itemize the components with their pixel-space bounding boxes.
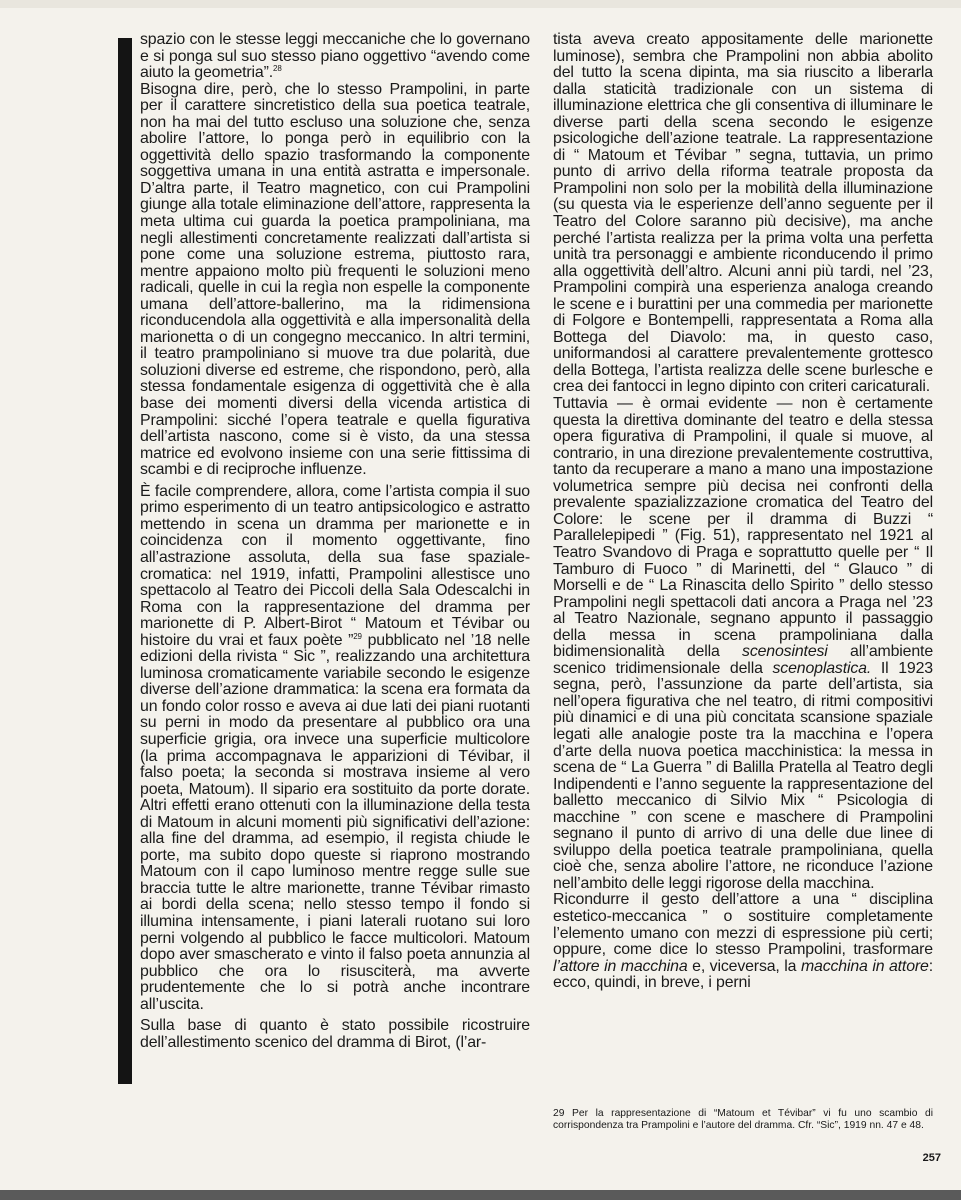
footnote-ref: 28 xyxy=(273,64,282,74)
page-bottom-edge xyxy=(0,1190,961,1200)
emphasis: scenoplastica. xyxy=(772,659,872,677)
footnote-number: 29 xyxy=(553,1108,565,1119)
page-top-edge xyxy=(0,0,961,8)
paragraph: tista aveva creato appositamente delle marionette luminose), sembra che Prampolini non abbia abolito del tutto la scena dipinta, ma sia riuscito a liberarla dalla staticità tradizionale con un sistema di illuminazione elettrica che gli consentiva di illuminare le diverse parti della scena secondo le esigenze psicologiche dell’azione teatrale. La rappresentazione di “ Matoum et Tévibar ” segna, tuttavia, un primo punto di arrivo della riforma teatrale proposta da Prampolini non solo per la mobilità della illuminazione (su questa via le esperienze dell’anno seguente per il Teatro del Colore saranno più decisive), ma anche perché l’artista realizza per la prima volta una perfetta unità tra personaggi e ambiente riconducendo il primo alla oggettività dell’altro. Alcuni anni più tardi, nel ’23, Prampolini compirà una esperienza analoga creando le scene e i burattini per una commedia per marionette di Folgore e Bontempelli, rappresentata a Roma alla Bottega del Diavolo: ma, in questo caso, uniformandosi al carattere prevalentemente grottesco della Bottega, l’artista realizza delle scene burlesche e crea dei fantocci in legno dipinto con criteri caricaturali. xyxy=(553,31,933,396)
paragraph: Ricondurre il gesto dell’attore a una “ disciplina estetico-meccanica ” o sostituire completamente l’elemento umano con mezzi di espressione più certi; oppure, come dice lo stesso Prampolini, trasformare l’attore in macchina e, viceversa, la macchina in attore: ecco, quindi, in breve, i perni xyxy=(553,891,933,992)
emphasis: macchina in attore xyxy=(800,957,929,975)
paragraph: Bisogna dire, però, che lo stesso Prampolini, in parte per il carattere sincretistico della sua poetica teatrale, non ha mai del tutto escluso una soluzione che, senza abolire l’attore, lo ponga però in equilibrio con la oggettività dello spazio trasformando la componente soggettiva umana in una entità astratta e impersonale. D’altra parte, il Teatro magnetico, con cui Prampolini giunge alla totale eliminazione dell’attore, rappresenta la meta ultima cui guarda la poetica prampoliniana, ma negli allestimenti concretamente realizzati dall’artista si pone come una soluzione estrema, piuttosto rara, mentre appaiono molto più frequenti le soluzioni meno radicali, quelle in cui la regìa non espelle la componente umana dell’attore-ballerino, ma la ridimensiona riconducendola alla oggettività e alla impersonalità della marionetta o di un congegno meccanico. In altri termini, il teatro prampoliniano si muove tra due polarità, due soluzioni diverse ed estreme, che rispondono, però, alla stessa fondamentale esigenza di oggettività che è alla base dei momenti diversi della vicenda artistica di Prampolini: sicché l’opera teatrale e quella figurativa dell’artista nascono, come si è visto, da una stessa matrice ed evolvono insieme con una serie fittissima di scambi e di reciproche influenze. xyxy=(140,80,530,479)
paragraph: spazio con le stesse leggi meccaniche che lo governano e si ponga sul suo stesso piano oggettivo “avendo come aiuto la geometria”.$^{28}$ xyxy=(140,31,530,82)
left-text-column xyxy=(140,32,530,1051)
paragraph: È facile comprendere, allora, come l’artista compia il suo primo esperimento di un teatro antipsicologico e astratto mettendo in scena un dramma per marionette e in coincidenza con il momento oggettivante, fino all’astrazione assoluta, della sua fase spaziale-cromatica: nel 1919, infatti, Prampolini allestisce uno spettacolo al Teatro dei Piccoli della Sala Odescalchi in Roma con la rappresentazione del dramma per marionette di P. Albert-Birot “ Matoum et Tévibar ou histoire du vrai et faux poète ”$^{29}$ pubblicato nel ’18 nelle edizioni della rivista “ Sic ”, realizzando una architettura luminosa cromaticamente variabile secondo le esigenze diverse dell’azione drammatica: la scena era formata da un fondo color rosso e aveva ai due lati dei piani ruotanti su perni in modo da presentare al pubblico ora una superficie grigia, ora invece una superficie multicolore (la prima accompagnava le apparizioni di Tévibar, il falso poeta; la seconda si mostrava insieme al vero poeta, Matoum). Il sipario era sostituito da porte dorate. Altri effetti erano ottenuti con la illuminazione della testa di Matoum in alcuni momenti più significativi dell’azione: alla fine del dramma, ad esempio, il regista chiude le porte, ma subito dopo queste si riaprono mostrando Matoum con il capo luminoso mentre regge sulle sue braccia tutte le altre marionette, tranne Tévibar rimasto ai bordi della scena; nello stesso tempo il fondo si illumina intensamente, i piani laterali ruotano sui loro perni volgendo al pubblico le facce multicolori. Matoum dopo aver smascherato e vinto il falso poeta annunzia al pubblico che ora lo risusciterà, ma avverte prudentemente che lo si potrà anche incontrare all’uscita. xyxy=(140,482,531,1013)
footnote-text: Per la rappresentazione di “Matoum et Tévibar” vi fu uno scambio di corrispondenza tra Prampolini e l’autore del dramma. Cfr. “Sic”, 1919 nn. 47 e 48. xyxy=(553,1108,933,1131)
emphasis: scenosintesi xyxy=(742,643,828,661)
paragraph: Sulla base di quanto è stato possibile ricostruire dell’allestimento scenico del dramma di Birot, (l’ar- xyxy=(140,1017,530,1051)
emphasis: l’attore in macchina xyxy=(553,957,688,975)
page-number: 257 xyxy=(922,1152,941,1164)
margin-bar xyxy=(118,38,132,1084)
right-text-column xyxy=(553,32,933,992)
paragraph: Tuttavia — è ormai evidente — non è certamente questa la direttiva dominante del teatro e della stessa opera figurativa di Prampolini, il quale si muove, al contrario, in una direzione prevalentemente costruttiva, tanto da recuperare a mano a mano una impostazione volumetrica sempre più decisa nei confronti della prevalente spazializzazione cromatica del Teatro del Colore: le scene per il dramma di Buzzi “ Parallelepipedi ” (Fig. 51), rappresentato nel 1921 al Teatro Svandovo di Praga e soprattutto quelle per “ Il Tamburo di Fuoco ” di Marinetti, del “ Glauco ” di Morselli e de “ La Rinascita dello Spirito ” dello stesso Prampolini negli spettacoli dati ancora a Praga nel ’23 al Teatro Nazionale, segnano appunto il passaggio della messa in scena prampoliniana dalla bidimensionalità della scenosintesi all’ambiente scenico tridimensionale della scenoplastica. Il 1923 segna, però, l’assunzione da parte dell’artista, sia nell’opera figurativa che nel teatro, di ritmi compositivi più dinamici e di una più concitata scansione spaziale legati alle analogie poste tra la macchina e l’opera d’arte della nuova poetica macchinistica: la messa in scena de “ La Guerra ” di Balilla Pratella al Teatro degli Indipendenti e l’anno seguente la rappresentazione del balletto meccanico di Silvio Mix “ Psicologia di macchine ” con scene e maschere di Prampolini segnano il punto di arrivo di una delle due linee di sviluppo della poetica teatrale prampoliniana, quella cioè che, senza abolire l’attore, ne riconduce l’azione nell’ambito delle leggi rigorose della macchina. xyxy=(553,395,934,892)
footnote-ref: 29 xyxy=(353,631,362,641)
footnote xyxy=(553,1108,933,1131)
